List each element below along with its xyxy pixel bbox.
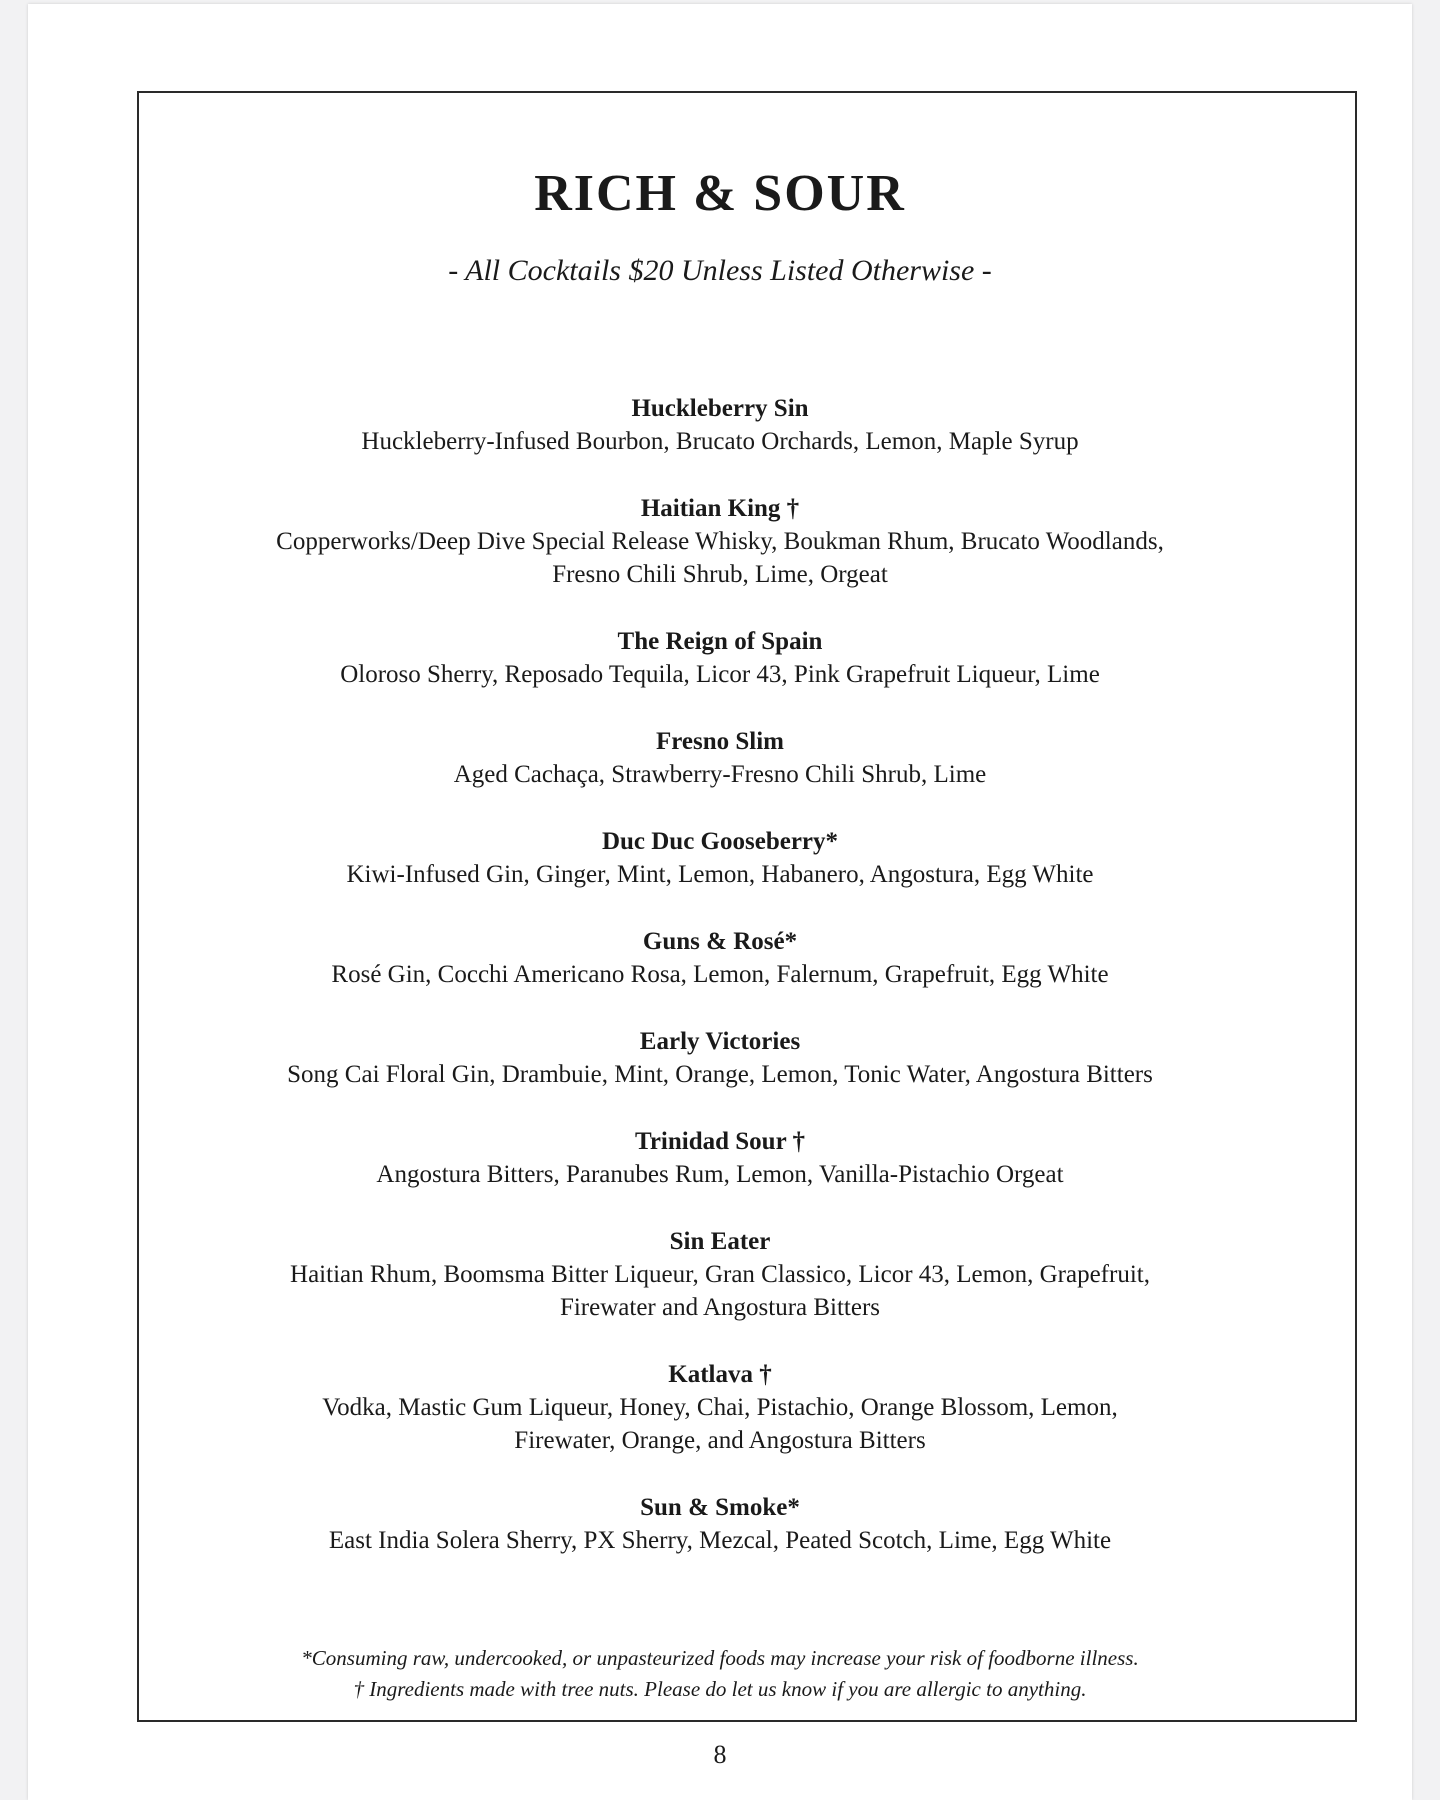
cocktail-item [28,625,1412,691]
cocktail-list [28,392,1412,1591]
cocktail-item [28,725,1412,791]
cocktail-item [28,1491,1412,1557]
cocktail-name: Haitian King † [640,495,800,522]
cocktail-ingredients: East India Solera Sherry, PX Sherry, Mezcal, Peated Scotch, Lime, Egg White [328,1527,1112,1554]
cocktail-item [28,492,1412,591]
cocktail-name: Katlava † [668,1361,772,1388]
cocktail-ingredients: Rosé Gin, Cocchi Americano Rosa, Lemon, Falernum, Grapefruit, Egg White [331,961,1109,988]
cocktail-ingredients: Copperworks/Deep Dive Special Release Whisky, Boukman Rhum, Brucato Woodlands, [276,528,1164,555]
cocktail-item [28,1025,1412,1091]
cocktail-item [28,1358,1412,1457]
cocktail-name: Early Victories [639,1028,801,1055]
cocktail-ingredients: Huckleberry-Infused Bourbon, Brucato Orchards, Lemon, Maple Syrup [361,428,1079,455]
price-subtitle: - All Cocktails $20 Unless Listed Otherwise - [448,254,992,287]
cocktail-ingredients: Oloroso Sherry, Reposado Tequila, Licor 43, Pink Grapefruit Liqueur, Lime [340,661,1100,688]
cocktail-ingredients: Kiwi-Infused Gin, Ginger, Mint, Lemon, Habanero, Angostura, Egg White [346,861,1094,888]
cocktail-ingredients: Firewater, Orange, and Angostura Bitters [514,1427,926,1454]
cocktail-ingredients: Angostura Bitters, Paranubes Rum, Lemon, Vanilla-Pistachio Orgeat [376,1161,1064,1188]
menu-page [28,4,1412,1800]
footnotes [28,1643,1412,1705]
cocktail-ingredients: Vodka, Mastic Gum Liqueur, Honey, Chai, Pistachio, Orange Blossom, Lemon, [322,1394,1118,1421]
cocktail-name: Fresno Slim [655,728,784,755]
cocktail-item [28,1225,1412,1324]
cocktail-name: Sin Eater [669,1228,771,1255]
cocktail-item [28,392,1412,458]
cocktail-name: Sun & Smoke* [640,1494,800,1521]
cocktail-name: Guns & Rosé* [642,928,798,955]
cocktail-ingredients: Firewater and Angostura Bitters [559,1294,881,1321]
cocktail-ingredients: Song Cai Floral Gin, Drambuie, Mint, Orange, Lemon, Tonic Water, Angostura Bitters [287,1061,1153,1088]
cocktail-item [28,925,1412,991]
cocktail-ingredients: Aged Cachaça, Strawberry-Fresno Chili Shrub, Lime [453,761,987,788]
cocktail-item [28,1125,1412,1191]
page-title: RICH & SOUR [534,165,906,222]
tree-nut-warning: † Ingredients made with tree nuts. Please do let us know if you are allergic to anything. [353,1677,1087,1701]
cocktail-name: Trinidad Sour † [635,1128,805,1155]
cocktail-ingredients: Fresno Chili Shrub, Lime, Orgeat [552,561,888,588]
raw-food-warning: *Consuming raw, undercooked, or unpasteurized foods may increase your risk of foodborne illness. [301,1646,1139,1670]
page-number: 8 [713,1740,727,1769]
cocktail-item [28,825,1412,891]
cocktail-ingredients: Haitian Rhum, Boomsma Bitter Liqueur, Gran Classico, Licor 43, Lemon, Grapefruit, [290,1261,1150,1288]
cocktail-name: Huckleberry Sin [631,395,809,422]
cocktail-name: The Reign of Spain [617,628,823,655]
cocktail-name: Duc Duc Gooseberry* [601,828,839,855]
